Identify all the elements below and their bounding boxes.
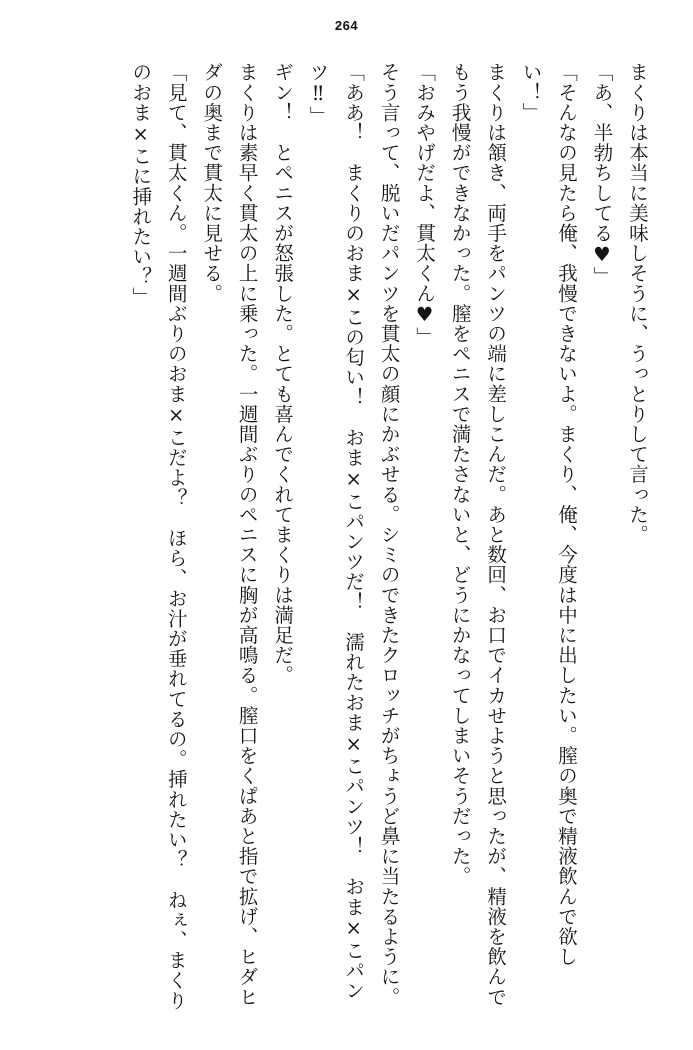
paragraph: ギン！ とペニスが怒張した。とても喜んでくれてまくりは満足だ。 xyxy=(271,62,295,686)
paragraph: そう言って、脱いだパンツを貫太の顔にかぶせる。シミのできたクロッチがちょうど鼻に当たるように。 xyxy=(377,62,401,1007)
paragraph: 「おみやげだよ、貫太くん♥」 xyxy=(413,62,437,347)
paragraph: 「そんなの見たら俺、我慢できないよ。まくり、俺、今度は中に出したい。膣の奥で精液飲んで欲しい！」 xyxy=(519,62,579,967)
vertical-text-body xyxy=(38,62,655,1014)
paragraph: まくりは本当に美味しそうに、うっとりして言った。 xyxy=(626,62,649,545)
paragraph: まくりは素早く貫太の上に乗った。一週間ぶりのペニスに胸が高鳴る。膣口をくぱあと指で拡げ、ヒダヒダの奥まで貫太に見せる。 xyxy=(200,62,259,1007)
paragraph: 「ああ！ まくりのおま×この匂い！ おま×こパンツだ！ 濡れたおま×こパンツ！ おま×こパンツ‼」 xyxy=(306,62,366,1001)
page-number: 264 xyxy=(334,18,359,33)
paragraph: 「見て、貫太くん。一週間ぶりのおま×こだよ？ ほら、お汁が垂れてるの。挿れたい？ ねぇ、まくりのおま×こに挿れたい？」 xyxy=(129,62,188,1011)
paragraph: まくりは頷き、両手をパンツの端に差しこんだ。あと数回、お口でイカせようと思ったが、精液を飲んでもう我慢ができなかった。膣をペニスで満たさないと、どうにかなってしまいそうだった。 xyxy=(448,62,508,1007)
paragraph: 「あ、半勃ちしてる♥」 xyxy=(590,62,614,287)
